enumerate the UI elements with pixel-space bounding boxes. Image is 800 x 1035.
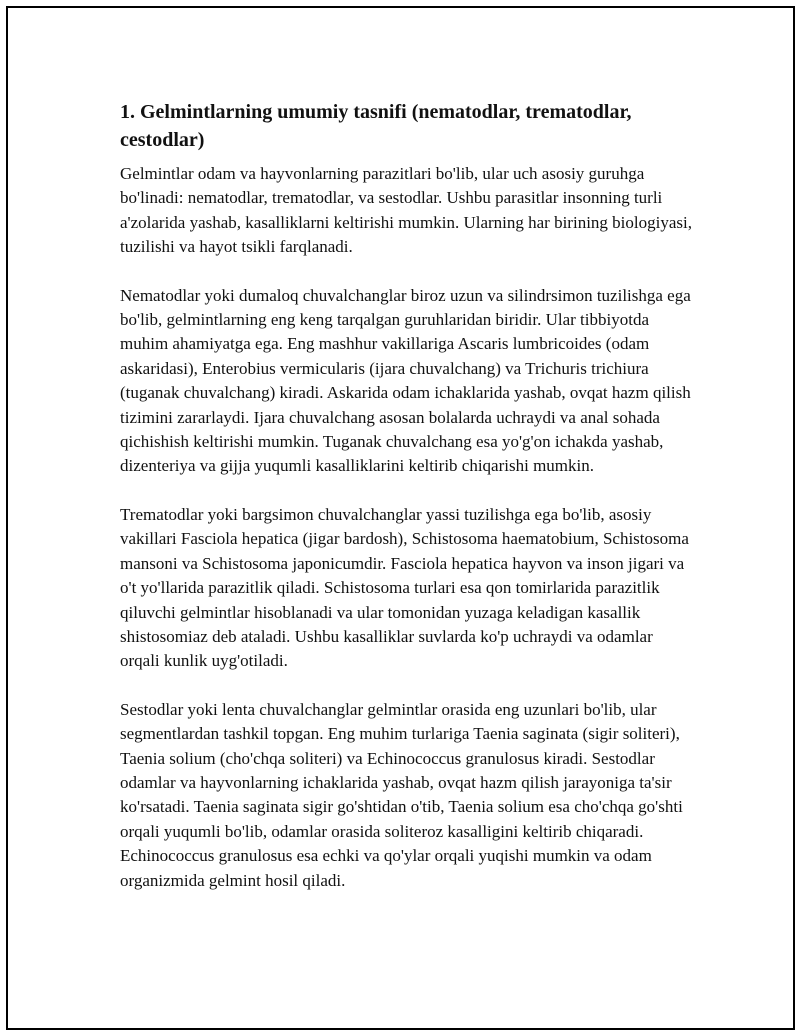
paragraph-intro: Gelmintlar odam va hayvonlarning parazitlari bo'lib, ular uch asosiy guruhga bo'linadi: nematodlar, trematodlar, va sestodlar. Ushbu parasitlar insonning turli a'zolarida yashab, kasalliklarni keltirishi mumkin. Ularning har birining biologiyasi, tuzilishi va hayot tsikli farqlanadi. (120, 164, 692, 257)
document-body (120, 98, 695, 917)
section-heading: 1. Gelmintlarning umumiy tasnifi (nematodlar, trematodlar, cestodlar) (120, 101, 632, 151)
page-frame (6, 6, 795, 1030)
paragraph-trematodes: Trematodlar yoki bargsimon chuvalchanglar yassi tuzilishga ega bo'lib, asosiy vakillari Fasciola hepatica (jigar bardosh), Schistosoma haematobium, Schistosoma mansoni va Schistosoma japonicumdir. Fasciola hepatica hayvon va inson jigari va o't yo'llarida parazitlik qiladi. Schistosoma turlari esa qon tomirlarida parazitlik qiluvchi gelmintlar hisoblanadi va ular tomonidan yuzaga keladigan kasallik shistosomiaz deb ataladi. Ushbu kasalliklar suvlarda ko'p uchraydi va odamlar orqali kunlik uyg'otiladi. (120, 504, 689, 671)
paragraph-nematodes: Nematodlar yoki dumaloq chuvalchanglar biroz uzun va silindrsimon tuzilishga ega bo'lib, gelmintlarning eng keng tarqalgan guruhlaridan biridir. Ular tibbiyotda muhim ahamiyatga ega. Eng mashhur vakillariga Ascaris lumbricoides (odam askaridasi), Enterobius vermicularis (ijara chuvalchang) va Trichuris trichiura (tuganak chuvalchang) kiradi. Askarida odam ichaklarida yashab, ovqat hazm qilish tizimini zararlaydi. Ijara chuvalchang asosan bolalarda uchraydi va anal sohada qichishish keltirishi mumkin. Tuganak chuvalchang esa yo'g'on ichakda yashab, dizenteriya va gijja yuqumli kasalliklarini keltirib chiqarishi mumkin. (120, 285, 691, 476)
paragraph-cestodes: Sestodlar yoki lenta chuvalchanglar gelmintlar orasida eng uzunlari bo'lib, ular segmentlardan tashkil topgan. Eng muhim turlariga Taenia saginata (sigir soliteri), Taenia solium (cho'chqa soliteri) va Echinococcus granulosus kiradi. Sestodlar odamlar va hayvonlarning ichaklarida yashab, ovqat hazm qilish jarayoniga ta'sir ko'rsatadi. Taenia saginata sigir go'shtidan o'tib, Taenia solium esa cho'chqa go'shti orqali yuqumli bo'lib, odamlar orasida soliteroz kasalligini keltirib chiqaradi. Echinococcus granulosus esa echki va qo'ylar orqali yuqishi mumkin va odam organizmida gelmint hosil qiladi. (120, 699, 683, 890)
